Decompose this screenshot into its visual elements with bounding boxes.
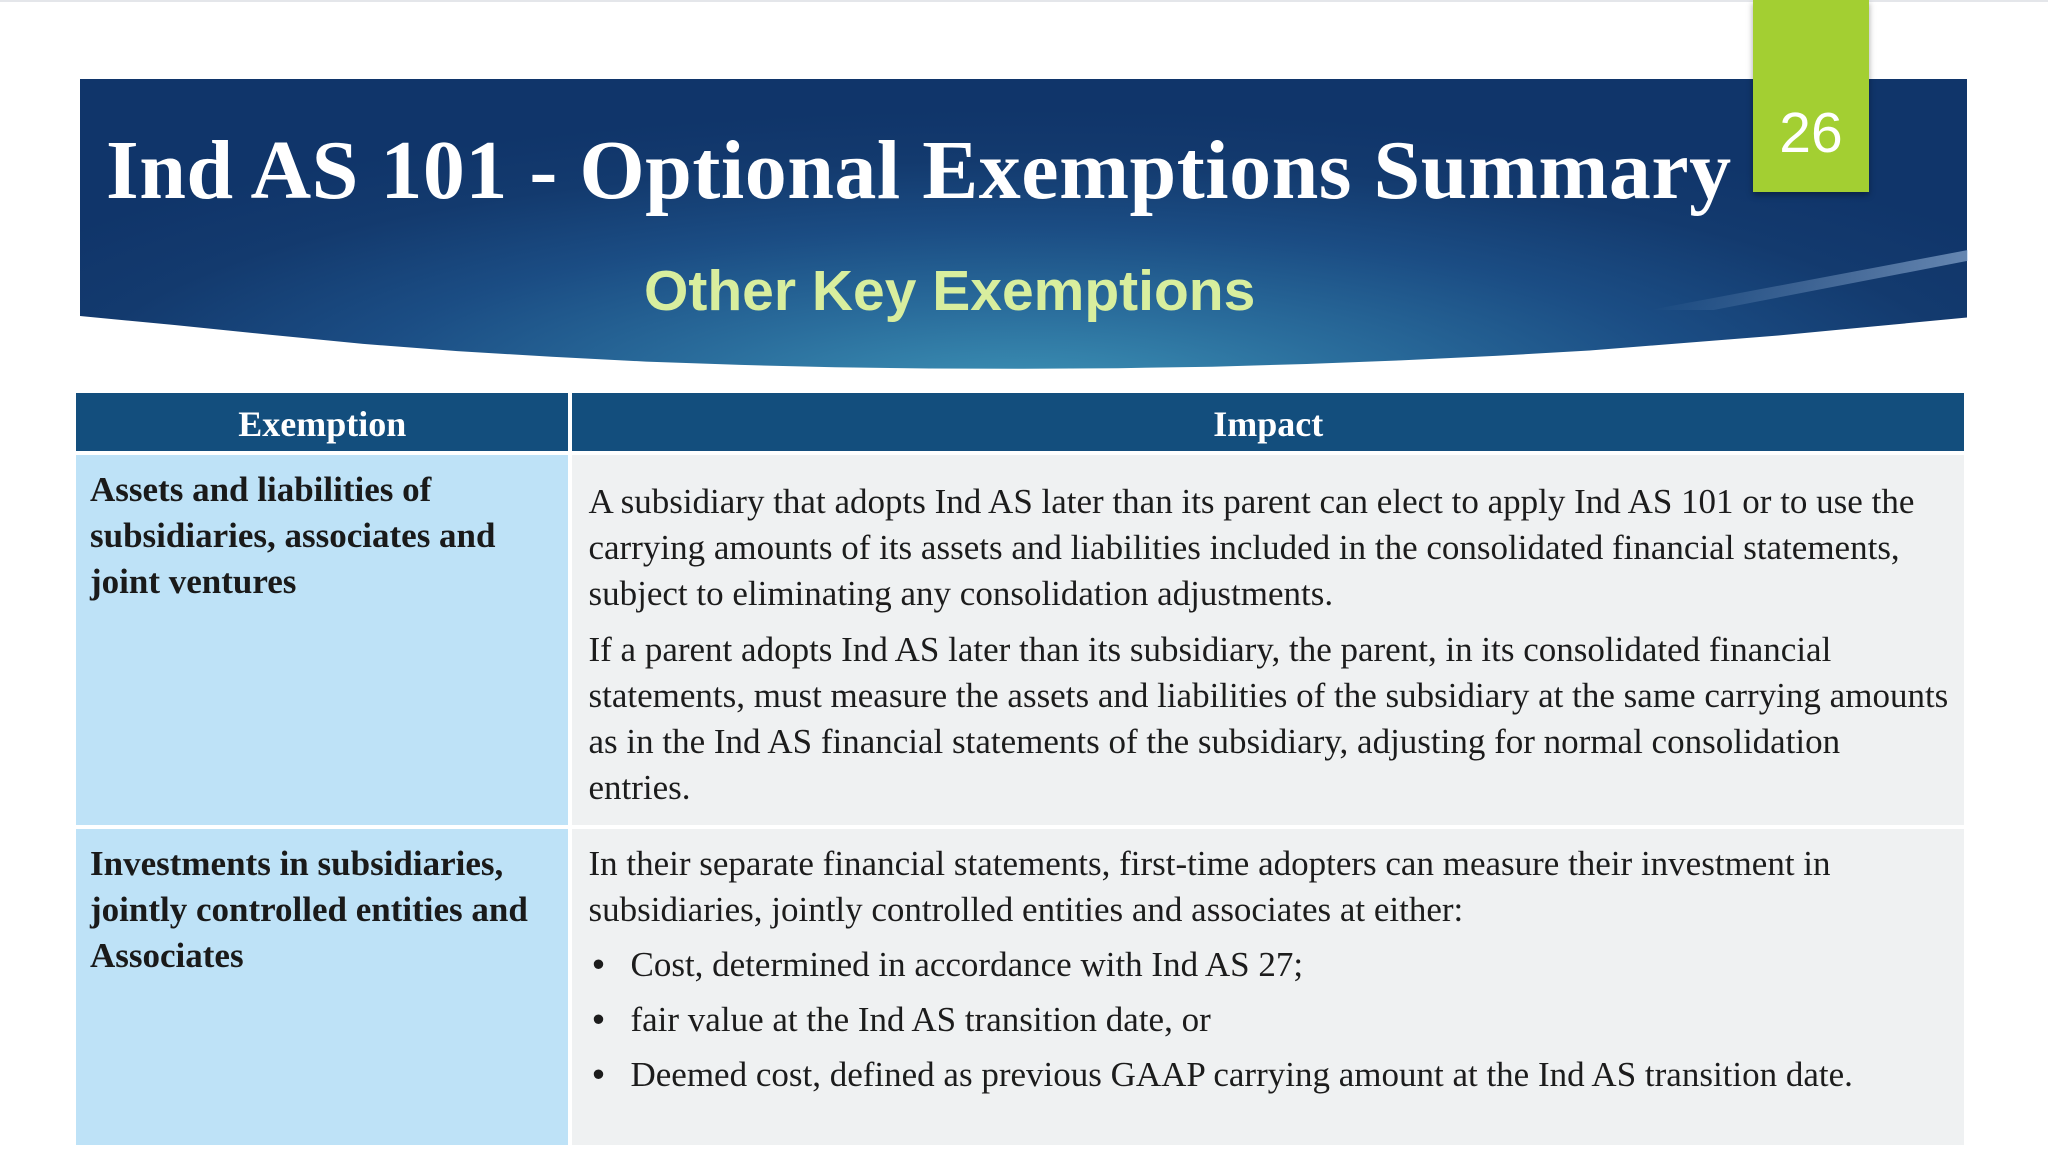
bullet-text: Deemed cost, defined as previous GAAP carrying amount at the Ind AS transition date.: [630, 1055, 1853, 1094]
exemptions-table: [76, 393, 1964, 1145]
impact-cell: [572, 455, 1964, 825]
bullet-icon: •: [592, 945, 605, 984]
header-exemption: Exemption: [76, 393, 568, 451]
page-number-badge: [1753, 0, 1869, 192]
bullet-text: fair value at the Ind AS transition date, or: [630, 1000, 1211, 1039]
bullet-text: Cost, determined in accordance with Ind AS 27;: [630, 945, 1304, 984]
slide-title: Ind AS 101 - Optional Exemptions Summary: [106, 124, 1732, 217]
impact-paragraph: If a parent adopts Ind AS later than its subsidiary, the parent, in its consolidated financial statements, must measure the assets and liabilities of the subsidiary at the same carrying amounts as in the Ind AS financial statements of the subsidiary, adjusting for normal consolidation entries.: [588, 630, 1949, 807]
table-row: [76, 455, 1964, 825]
page-number: 26: [1779, 101, 1843, 165]
header-impact: Impact: [572, 393, 1964, 451]
impact-cell: [572, 829, 1964, 1145]
bullet-item: [588, 942, 1950, 988]
bullet-icon: •: [592, 1000, 605, 1039]
bullet-item: [588, 997, 1950, 1043]
exemption-cell: Assets and liabilities of subsidiaries, associates and joint ventures: [76, 455, 568, 825]
impact-intro: In their separate financial statements, first-time adopters can measure their investment in subsidiaries, jointly controlled entities and associates at either:: [588, 844, 1831, 929]
bullet-icon: •: [592, 1055, 605, 1094]
slide-subtitle: Other Key Exemptions: [644, 259, 1256, 323]
top-divider: [0, 0, 2048, 2]
impact-paragraph: A subsidiary that adopts Ind AS later than its parent can elect to apply Ind AS 101 or to use the carrying amounts of its assets and liabilities included in the consolidated financial statements, subject to eliminating any consolidation adjustments.: [588, 482, 1915, 613]
exemption-cell: Investments in subsidiaries, jointly controlled entities and Associates: [76, 829, 568, 1145]
table-row: [76, 829, 1964, 1145]
bullet-item: [588, 1052, 1950, 1098]
table-header-row: [76, 393, 1964, 451]
impact-bullet-list: [588, 942, 1950, 1098]
